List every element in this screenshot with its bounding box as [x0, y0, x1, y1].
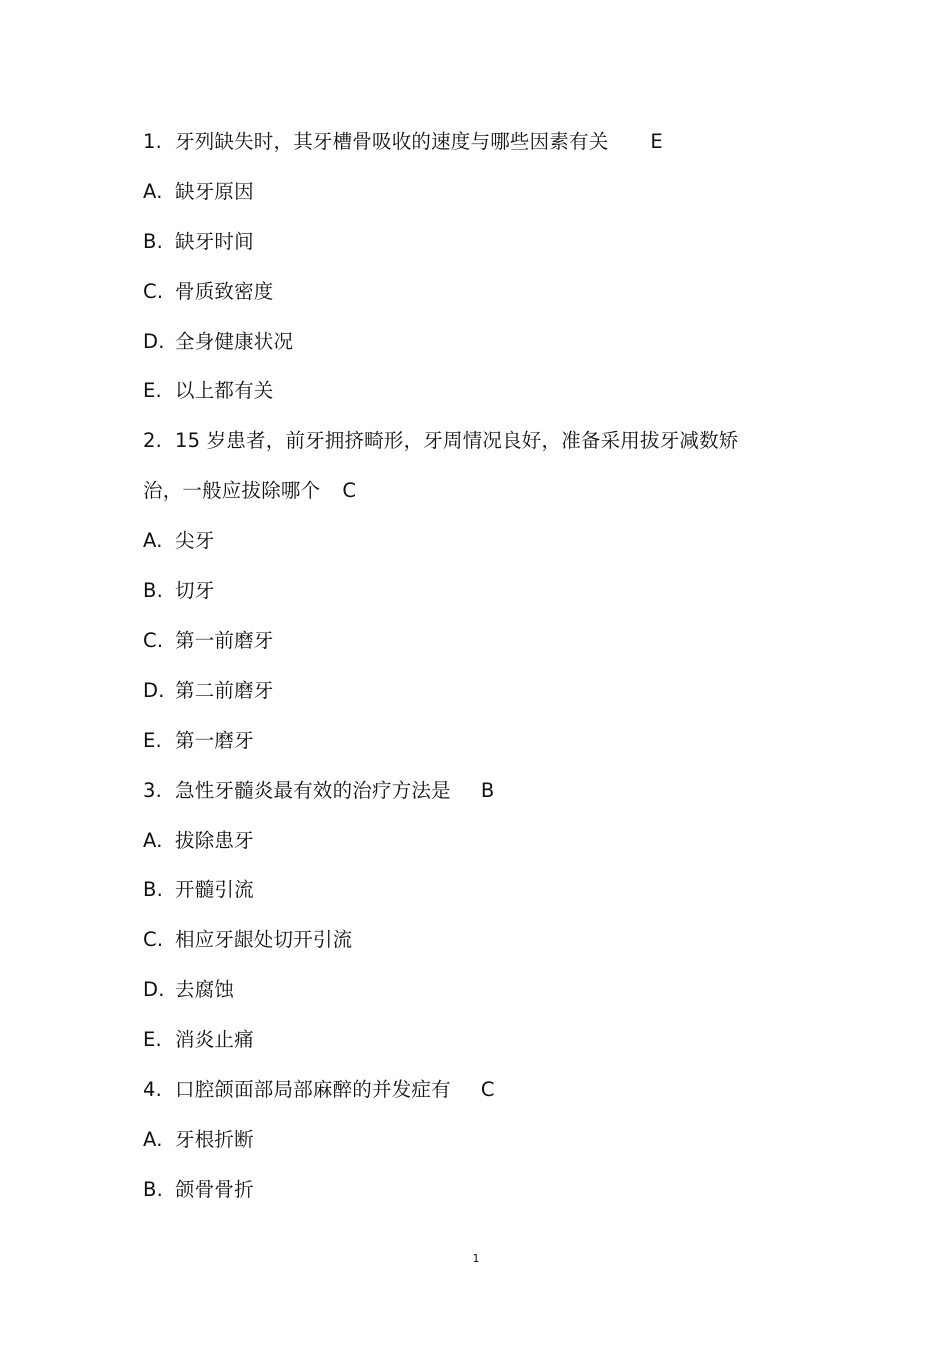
option-text: 拔除患牙 — [175, 829, 254, 852]
option-item — [143, 578, 214, 604]
question-number: 1. — [143, 130, 163, 153]
option-text: 牙根折断 — [175, 1128, 254, 1151]
option-item — [143, 678, 274, 704]
option-letter: A. — [143, 829, 163, 852]
option-item — [143, 927, 352, 953]
option-text: 开髓引流 — [175, 878, 254, 901]
option-text: 骨质致密度 — [175, 280, 274, 303]
answer-key: E — [650, 130, 663, 153]
answer-key: C — [342, 479, 357, 502]
question-text: 口腔颌面部局部麻醉的并发症有 — [175, 1078, 451, 1101]
option-letter: E. — [143, 379, 162, 402]
question-number: 2. — [143, 429, 163, 452]
option-text: 缺牙原因 — [175, 180, 254, 203]
option-text: 第一磨牙 — [175, 729, 254, 752]
option-text: 去腐蚀 — [175, 978, 235, 1001]
option-item — [143, 877, 254, 903]
option-item — [143, 628, 274, 654]
option-letter: D. — [143, 679, 165, 702]
option-text: 第二前磨牙 — [175, 679, 274, 702]
option-item — [143, 329, 293, 355]
option-text: 尖牙 — [175, 529, 215, 552]
question-3 — [143, 778, 494, 804]
option-item — [143, 229, 254, 255]
option-item — [143, 528, 214, 554]
option-letter: B. — [143, 230, 163, 253]
question-2 — [143, 428, 739, 454]
option-letter: C. — [143, 629, 164, 652]
option-text: 缺牙时间 — [175, 230, 254, 253]
answer-key: C — [480, 1078, 495, 1101]
option-text: 第一前磨牙 — [175, 629, 274, 652]
option-item — [143, 378, 274, 404]
option-text: 消炎止痛 — [175, 1028, 254, 1051]
option-letter: A. — [143, 1128, 163, 1151]
option-text: 切牙 — [175, 579, 215, 602]
option-letter: B. — [143, 878, 163, 901]
option-letter: E. — [143, 729, 162, 752]
option-letter: D. — [143, 330, 165, 353]
option-item — [143, 1177, 254, 1203]
option-letter: E. — [143, 1028, 162, 1051]
option-item — [143, 828, 254, 854]
option-letter: B. — [143, 1178, 163, 1201]
option-letter: C. — [143, 928, 164, 951]
option-text: 相应牙龈处切开引流 — [175, 928, 353, 951]
answer-key: B — [480, 779, 495, 802]
option-letter: A. — [143, 529, 163, 552]
option-item — [143, 1127, 254, 1153]
question-number: 3. — [143, 779, 163, 802]
option-item — [143, 977, 234, 1003]
option-text: 颌骨骨折 — [175, 1178, 254, 1201]
option-letter: D. — [143, 978, 165, 1001]
question-2-continuation — [143, 478, 356, 504]
question-number: 4. — [143, 1078, 163, 1101]
option-letter: B. — [143, 579, 163, 602]
question-4 — [143, 1077, 495, 1103]
option-letter: C. — [143, 280, 164, 303]
page-number: 1 — [472, 1252, 480, 1265]
option-item — [143, 728, 254, 754]
option-item — [143, 1027, 254, 1053]
question-text: 牙列缺失时，其牙槽骨吸收的速度与哪些因素有关 — [175, 130, 609, 153]
question-1 — [143, 129, 663, 155]
question-text: 15 岁患者，前牙拥挤畸形，牙周情况良好，准备采用拔牙减数矫 — [175, 429, 739, 452]
option-item — [143, 179, 254, 205]
option-item — [143, 279, 274, 305]
question-text-continued: 治，一般应拔除哪个 — [143, 479, 321, 502]
option-letter: A. — [143, 180, 163, 203]
question-text: 急性牙髓炎最有效的治疗方法是 — [175, 779, 451, 802]
option-text: 以上都有关 — [175, 379, 274, 402]
option-text: 全身健康状况 — [175, 330, 294, 353]
